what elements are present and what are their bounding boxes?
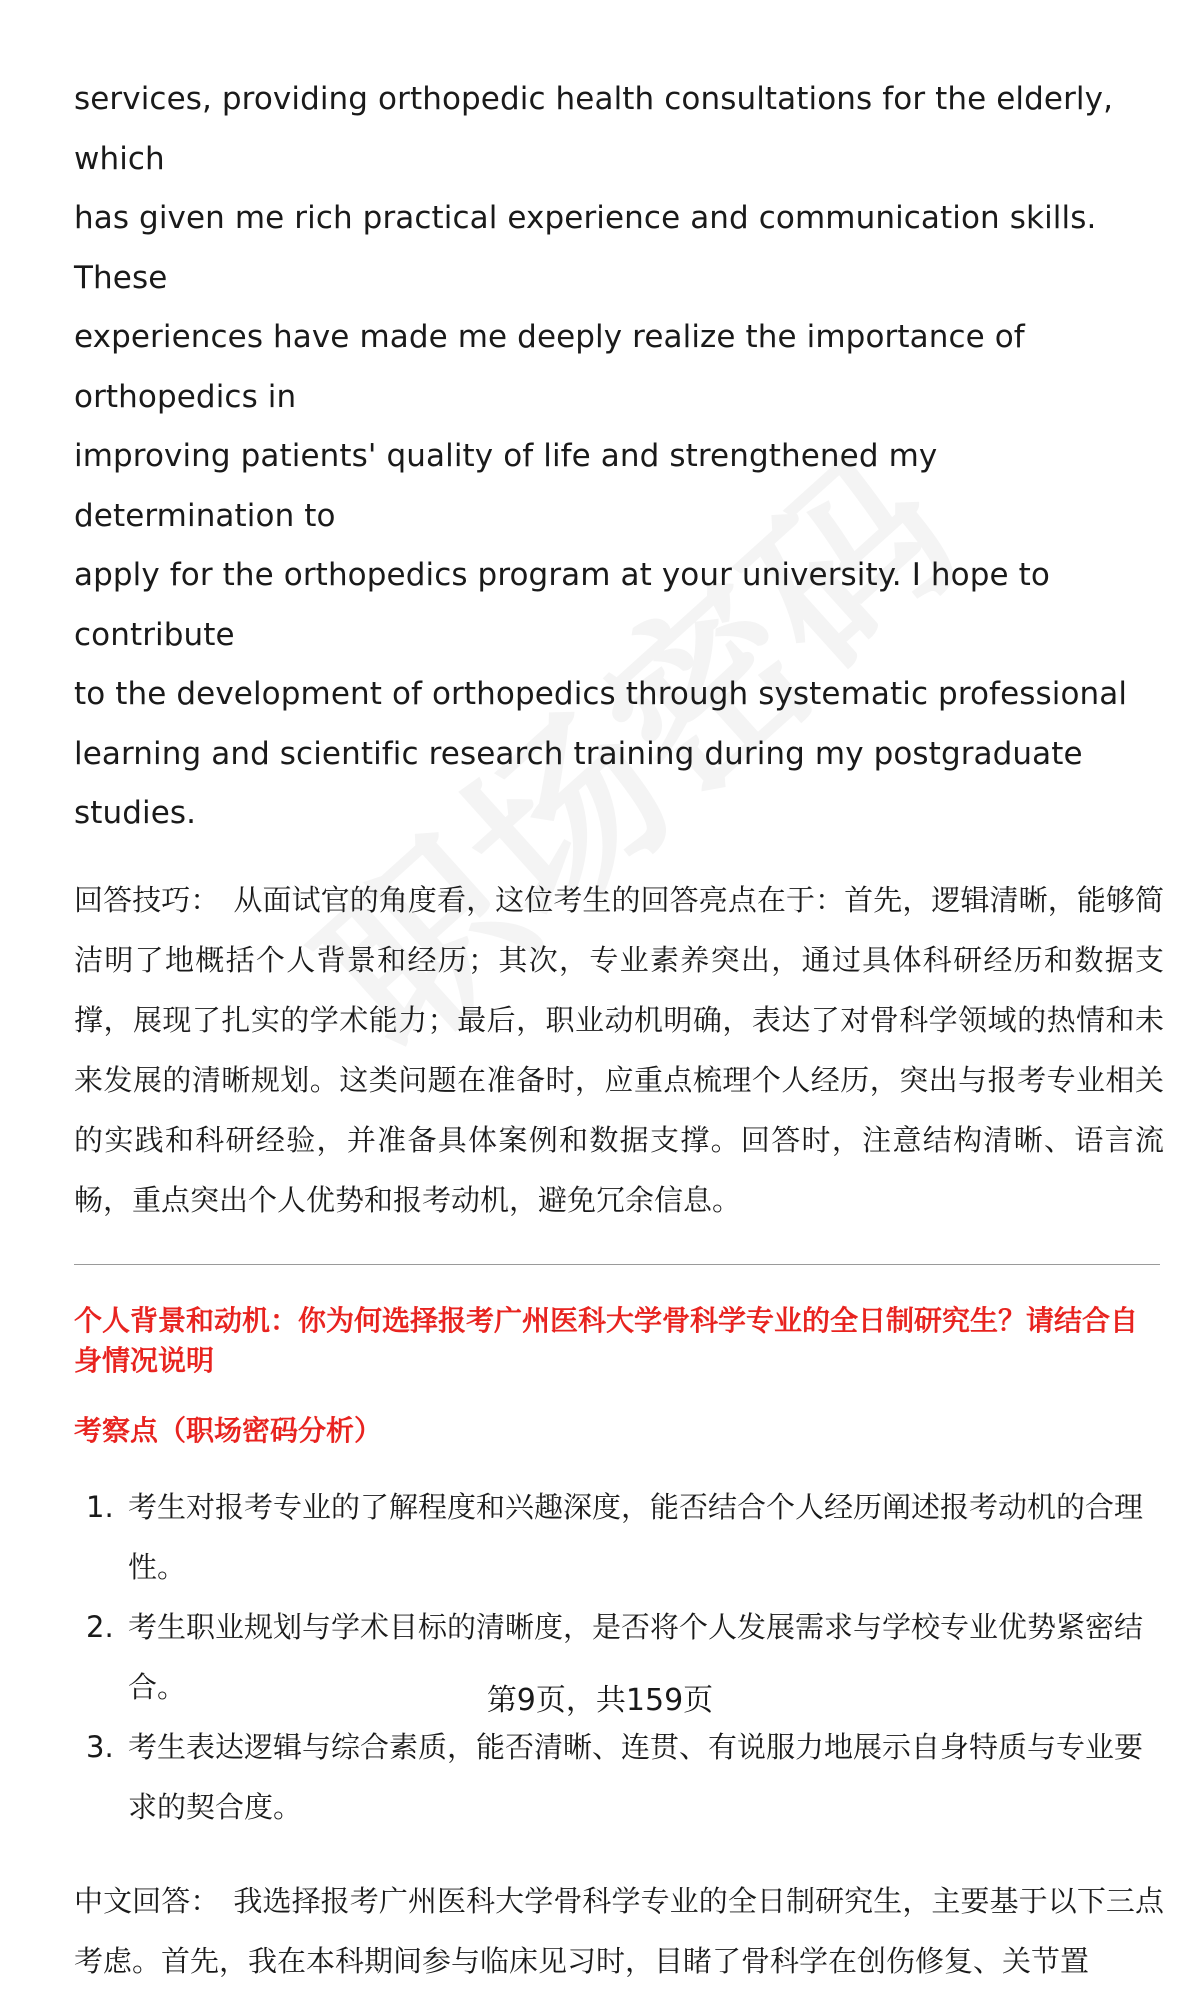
- list-number: 3.: [86, 1729, 114, 1764]
- tips-text: 从面试官的角度看，这位考生的回答亮点在于：首先，逻辑清晰，能够简洁明了地概括个人背景和经历；其次，专业素养突出，通过具体科研经历和数据支撑，展现了扎实的学术能力；最后，职业动机明确，表达了对骨科学领域的热情和未来发展的清晰规划。这类问题在准备时，应重点梳理个人经历，突出与报考专业相关的实践和科研经验，并准备具体案例和数据支撑。回答时，注意结构清晰、语言流畅，重点突出个人优势和报考动机，避免冗余信息。: [74, 882, 1164, 1217]
- list-number: 2.: [86, 1609, 114, 1644]
- assessment-points: [74, 1477, 1164, 1837]
- page-footer: [0, 1675, 1200, 1719]
- text-line: improving patients' quality of life and strengthened my determination to: [74, 438, 938, 534]
- text-line: to the development of orthopedics through systematic professional: [74, 676, 1128, 712]
- answer-tips: [74, 870, 1164, 1230]
- list-item-text: 考生职业规划与学术目标的清晰度，是否将个人发展需求与学校专业优势紧密结合。: [128, 1609, 1144, 1704]
- text-line: learning and scientific research training during my postgraduate studies.: [74, 735, 1083, 831]
- answer-text: 我选择报考广州医科大学骨科学专业的全日制研究生，主要基于以下三点考虑。首先，我在本科期间参与临床见习时，目睹了骨科学在创伤修复、关节置: [74, 1883, 1164, 1978]
- list-item-text: 考生对报考专业的了解程度和兴趣深度，能否结合个人经历阐述报考动机的合理性。: [128, 1489, 1144, 1584]
- list-item-text: 考生表达逻辑与综合素质，能否清晰、连贯、有说服力地展示自身特质与专业要求的契合度。: [128, 1729, 1144, 1824]
- chinese-answer: [74, 1871, 1164, 1991]
- assessment-heading: 考察点（职场密码分析）: [74, 1413, 383, 1447]
- section-divider: [74, 1264, 1160, 1265]
- tips-label: 回答技巧：: [74, 882, 220, 917]
- page-number: 第9页，共159页: [486, 1683, 714, 1718]
- text-line: has given me rich practical experience and communication skills. These: [74, 200, 1097, 296]
- question-heading: 个人背景和动机：你为何选择报考广州医科大学骨科学专业的全日制研究生？请结合自身情况说明: [74, 1303, 1139, 1377]
- english-answer-paragraph: [74, 70, 1164, 844]
- list-number: 1.: [86, 1489, 114, 1524]
- list-item: [74, 1477, 1164, 1597]
- answer-label: 中文回答：: [74, 1883, 220, 1918]
- text-line: services, providing orthopedic health consultations for the elderly, which: [74, 81, 1114, 177]
- text-line: apply for the orthopedics program at your university. I hope to contribute: [74, 557, 1050, 653]
- list-item: [74, 1717, 1164, 1837]
- text-line: experiences have made me deeply realize the importance of orthopedics in: [74, 319, 1025, 415]
